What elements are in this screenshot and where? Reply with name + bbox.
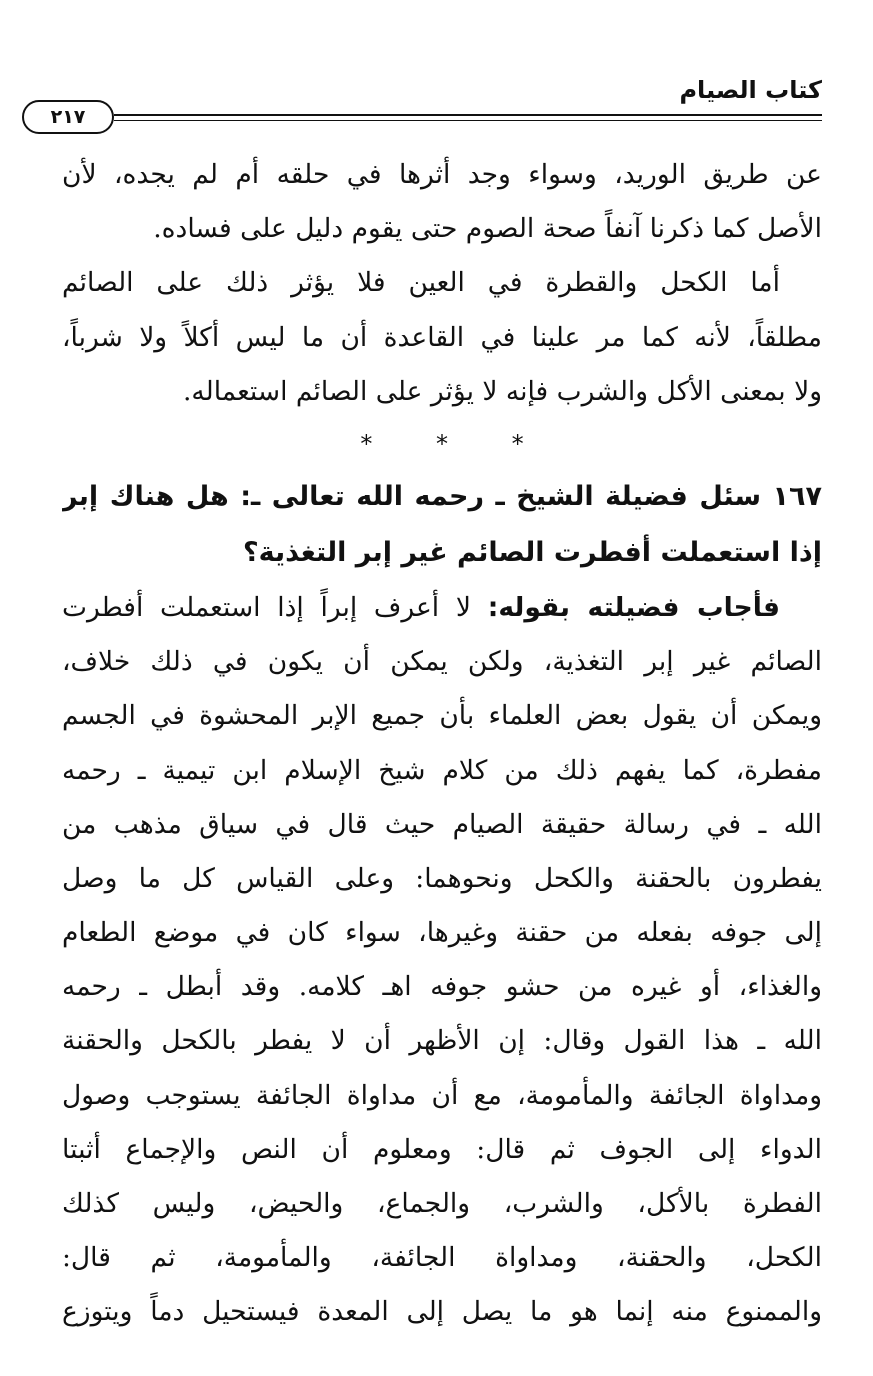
answer-paragraph: [62, 581, 822, 1340]
text-line: الفطرة بالأكل، والشرب، والجماع، والحيض، وليس كذلك: [62, 1188, 822, 1219]
text-line: الدواء إلى الجوف ثم قال: ومعلوم أن النص والإجماع أثبتا: [62, 1133, 822, 1165]
text-line: ومداواة الجائفة والمأمومة، مع أن مداواة الجائفة يستوجب وصول: [62, 1079, 822, 1111]
text-line: الأصل كما ذكرنا آنفاً صحة الصوم حتى يقوم دليل على فساده.: [153, 213, 822, 245]
text-line: الله ـ في رسالة حقيقة الصيام حيث قال في سياق مذهب من: [62, 808, 822, 840]
text-line: مطلقاً، لأنه كما مر علينا في القاعدة أن ما ليس أكلاً ولا شرباً،: [62, 321, 822, 353]
answer-lead: فأجاب فضيلته بقوله:: [487, 591, 780, 623]
page-body: [62, 148, 822, 1340]
header-rule: [114, 114, 822, 116]
text-line: والممنوع منه إنما هو ما يصل إلى المعدة فيستحيل دماً ويتوزع: [62, 1296, 822, 1328]
text-line: ولا بمعنى الأكل والشرب فإنه لا يؤثر على الصائم استعماله.: [182, 375, 822, 407]
paragraph-1: [62, 148, 822, 256]
answer-first-line-text: لا أعرف إبراً إذا استعملت أفطرت: [62, 591, 472, 623]
section-separator: * * *: [360, 429, 552, 458]
text-line: مفطرة، كما يفهم ذلك من كلام شيخ الإسلام ابن تيمية ـ رحمه: [62, 754, 822, 786]
text-line: الكحل، والحقنة، ومداواة الجائفة، والمأمومة، ثم قال:: [62, 1242, 822, 1274]
heading-line: إذا استعملت أفطرت الصائم غير إبر التغذية؟: [242, 536, 822, 568]
text-line: الله ـ هذا القول وقال: إن الأظهر أن لا يفطر بالكحل والحقنة: [62, 1025, 822, 1057]
question-heading: [62, 469, 822, 581]
text-line: والغذاء، أو غيره من حشو جوفه اهـ كلامه. وقد أبطل ـ رحمه: [62, 971, 822, 1003]
answer-first-line: [62, 581, 822, 635]
text-line: الصائم غير إبر التغذية، ولكن يمكن أن يكون في ذلك خلاف،: [62, 646, 822, 678]
text-line: ويمكن أن يقول بعض العلماء بأن جميع الإبر المحشوة في الجسم: [62, 700, 822, 732]
running-title: كتاب الصيام: [679, 76, 822, 104]
text-line: أما الكحل والقطرة في العين فلا يؤثر ذلك على الصائم: [62, 267, 780, 299]
text-line: عن طريق الوريد، وسواء وجد أثرها في حلقه أم لم يجده، لأن: [62, 159, 822, 190]
header-rule-thin: [114, 120, 822, 121]
text-line: إلى جوفه بفعله من حقنة وغيرها، سواء كان في موضع الطعام: [62, 917, 822, 949]
heading-line: ١٦٧ سئل فضيلة الشيخ ـ رحمه الله تعالى ـ: هل هناك إبر: [62, 480, 822, 512]
text-line: يفطرون بالحقنة والكحل ونحوهما: وعلى القياس كل ما وصل: [62, 862, 822, 894]
paragraph-2: [62, 256, 822, 419]
page-header: [22, 70, 822, 130]
page-number: ٢١٧: [22, 100, 114, 134]
